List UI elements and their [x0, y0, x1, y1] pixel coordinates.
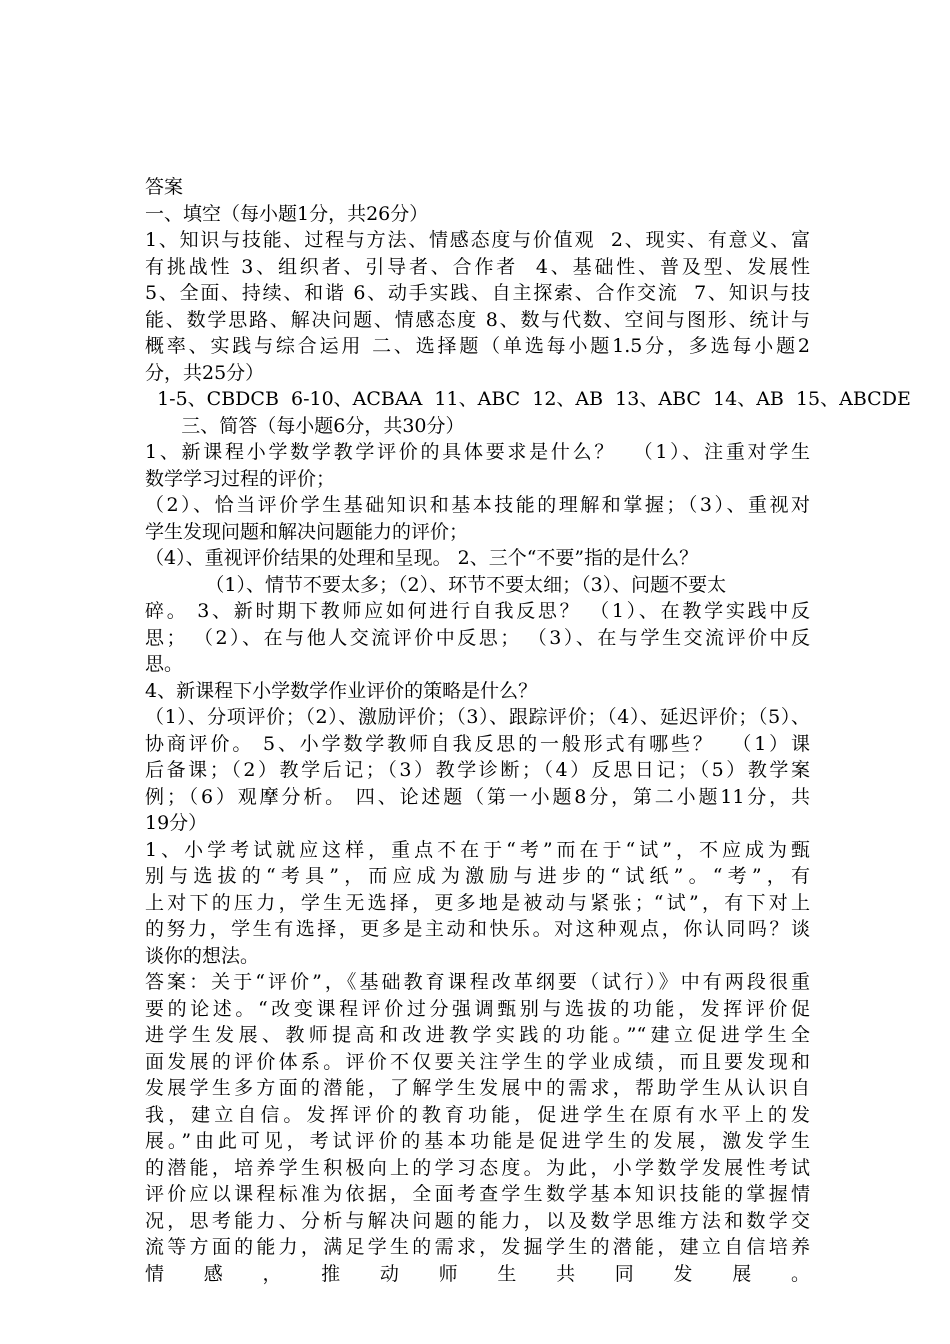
text-line: 概率、实践与综合运用 二、选择题（单选每小题1.5分，多选每小题2	[145, 335, 810, 357]
text-line: 情感，推动师生共同发展。	[145, 1262, 810, 1285]
text-line: 面发展的评价体系。评价不仅要关注学生的学业成绩，而且要发现和	[145, 1050, 810, 1073]
text-line: 1-5、CBDCB 6-10、ACBAA 11、ABC 12、AB 13、ABC 14、AB 15、ABCDE	[145, 388, 911, 410]
text-line: 数学学习过程的评价；	[145, 467, 336, 490]
text-line: 上对下的压力，学生无选择，更多地是被动与紧张；“试”，有下对上	[145, 891, 810, 914]
text-line: 碎。 3、新时期下教师应如何进行自我反思？ （1）、在教学实践中反	[145, 600, 810, 622]
text-line: 进学生发展、教师提高和改进教学实践的功能。”“建立促进学生全	[145, 1024, 810, 1046]
answer-document	[145, 174, 911, 1314]
text-line: （1）、情节不要太多；（2）、环节不要太细；（3）、问题不要太	[145, 573, 727, 596]
text-line: 后备课；（2）教学后记；（3）教学诊断；（4）反思日记；（5）教学案	[145, 759, 810, 781]
text-line: 的努力，学生有选择，更多是主动和快乐。对这种观点，你认同吗？谈	[145, 918, 810, 940]
text-line: 例；（6）观摩分析。 四、论述题（第一小题8分，第二小题11分，共	[145, 785, 810, 808]
text-line: 思。	[145, 653, 184, 675]
text-line: 4、新课程下小学数学作业评价的策略是什么？	[145, 679, 538, 702]
text-line: 要的论述。“改变课程评价过分强调甄别与选拔的功能，发挥评价促	[145, 997, 810, 1020]
text-line: （1）、分项评价；（2）、激励评价；（3）、跟踪评价；（4）、延迟评价；（5）、	[145, 706, 810, 728]
text-line: 谈你的想法。	[145, 944, 260, 967]
text-line: 别与选拔的“考具”，而应成为激励与进步的“试纸”。“考”，有	[145, 865, 810, 887]
text-line: （4）、重视评价结果的处理和呈现。 2、三个“不要”指的是什么？	[145, 547, 699, 569]
text-line: 1、新课程小学数学教学评价的具体要求是什么？ （1）、注重对学生	[145, 441, 810, 463]
text-line: 况，思考能力、分析与解决问题的能力，以及数学思维方法和数学交	[145, 1209, 810, 1232]
text-line: 的潜能，培养学生积极向上的学习态度。为此，小学数学发展性考试	[145, 1156, 810, 1179]
text-line: 1、小学考试就应这样，重点不在于“考”而在于“试”，不应成为甄	[145, 838, 810, 861]
text-line: 答案	[145, 176, 184, 198]
text-line: 我，建立自信。发挥评价的教育功能，促进学生在原有水平上的发	[145, 1103, 810, 1126]
text-line: （2）、恰当评价学生基础知识和基本技能的理解和掌握；（3）、重视对	[145, 494, 810, 516]
text-line: 评价应以课程标准为依据，全面考查学生数学基本知识技能的掌握情	[145, 1183, 810, 1205]
text-line: 5、全面、持续、和谐 6、动手实践、自主探索、合作交流 7、知识与技	[145, 282, 810, 304]
text-line: 一、填空（每小题1分，共26分）	[145, 202, 429, 225]
text-line: 展。”由此可见，考试评价的基本功能是促进学生的发展，激发学生	[145, 1130, 810, 1152]
text-line: 答案：关于“评价”，《基础教育课程改革纲要（试行）》中有两段很重	[145, 971, 810, 993]
text-line: 思； （2）、在与他人交流评价中反思； （3）、在与学生交流评价中反	[145, 626, 810, 649]
text-line: 学生发现问题和解决问题能力的评价；	[145, 520, 469, 543]
text-line: 协商评价。 5、小学数学教师自我反思的一般形式有哪些？ （1）课	[145, 732, 810, 755]
text-line: 1、知识与技能、过程与方法、情感态度与价值观 2、现实、有意义、富	[145, 229, 810, 251]
text-line: 有挑战性 3、组织者、引导者、合作者 4、基础性、普及型、发展性	[145, 255, 810, 278]
text-line	[145, 1287, 810, 1314]
text-line: 发展学生多方面的潜能，了解学生发展中的需求，帮助学生从认识自	[145, 1077, 810, 1099]
text-line: 流等方面的能力，满足学生的需求，发掘学生的潜能，建立自信培养	[145, 1236, 810, 1258]
text-line: 能、数学思路、解决问题、情感态度 8、数与代数、空间与图形、统计与	[145, 308, 810, 331]
text-line: 三、简答（每小题6分，共30分）	[145, 414, 465, 437]
text-line: 分，共25分）	[145, 361, 265, 384]
text-line: 19分）	[145, 812, 208, 834]
